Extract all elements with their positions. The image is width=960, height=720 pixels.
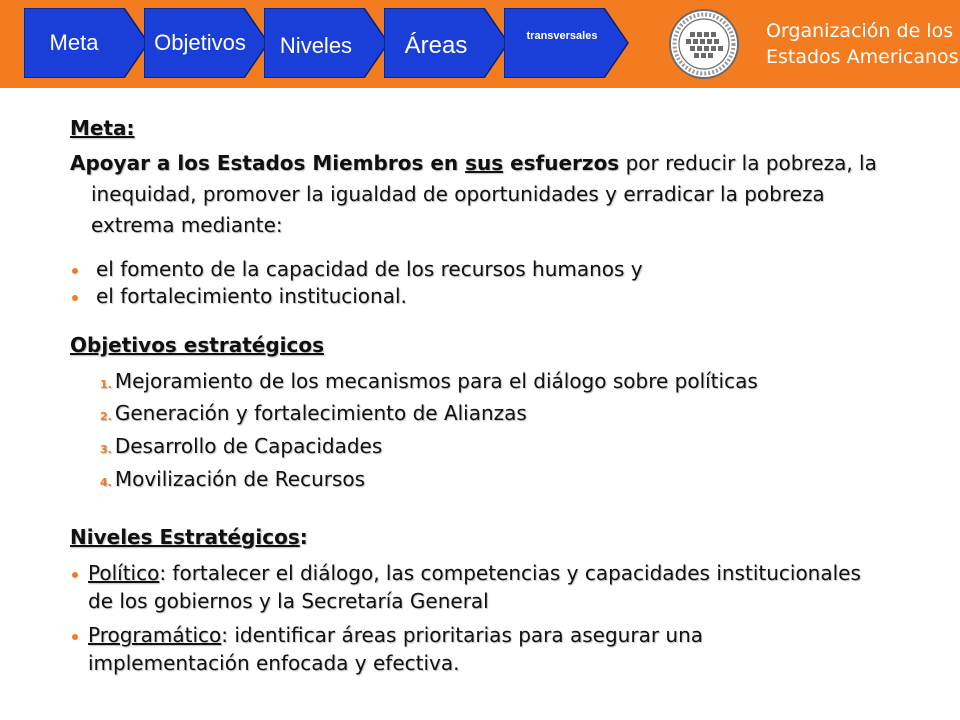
meta-bullet-2: el fortalecimiento institucional.: [96, 284, 407, 308]
bullet-icon: [72, 634, 78, 640]
tab-meta[interactable]: [24, 8, 150, 78]
meta-intro-line3: extrema mediante:: [91, 213, 283, 237]
niveles-heading-colon: :: [299, 525, 308, 549]
header-banner: [0, 0, 960, 88]
meta-intro-bold-2: esfuerzos: [503, 151, 620, 175]
niveles-heading-text: Niveles Estratégicos: [70, 525, 300, 549]
bullet-icon: [72, 268, 78, 274]
nivel-desc: : fortalecer el diálogo, las competencias y capacidades institucionales: [159, 561, 861, 585]
meta-intro-underlined: sus: [465, 151, 504, 175]
nivel-term: Político: [88, 561, 160, 585]
organization-name-line2: Estados Americanos: [766, 46, 959, 68]
meta-intro-line1: [70, 150, 950, 176]
nivel-item-1-line1: [88, 560, 948, 586]
objetivo-item-1: [100, 368, 758, 398]
bullet-icon: [72, 295, 78, 301]
objetivos-heading: Objetivos estratégicos: [70, 333, 324, 357]
nivel-item-2-line2: implementación enfocada y efectiva.: [88, 651, 460, 675]
tab-areas-label: Áreas: [404, 32, 468, 59]
tab-meta-label: Meta: [49, 30, 99, 55]
objetivo-text: Movilización de Recursos: [114, 467, 366, 491]
objetivo-text: Generación y fortalecimiento de Alianzas: [114, 401, 527, 425]
meta-bullet-1: el fomento de la capacidad de los recursos humanos y: [96, 257, 643, 281]
tab-objetivos-label: Objetivos: [154, 30, 246, 55]
objetivo-text: Mejoramiento de los mecanismos para el diálogo sobre políticas: [114, 369, 758, 393]
meta-heading: Meta:: [70, 116, 135, 140]
objetivo-num: 1.: [100, 378, 112, 391]
meta-intro-line1-rest: por reducir la pobreza, la: [619, 151, 877, 175]
nivel-item-1-line2: de los gobiernos y la Secretaría General: [88, 589, 489, 613]
nivel-item-2-line1: [88, 622, 948, 648]
objetivo-num: 4.: [100, 476, 112, 489]
tab-transversales-label: transversales: [526, 30, 598, 42]
tab-areas[interactable]: [384, 8, 510, 78]
oas-seal-icon: [656, 8, 752, 80]
organization-name-line1: Organización de los: [766, 20, 954, 42]
objetivo-num: 2.: [100, 410, 112, 423]
objetivo-text: Desarrollo de Capacidades: [114, 434, 383, 458]
objetivo-num: 3.: [100, 443, 112, 456]
nivel-desc: : identificar áreas prioritarias para asegurar una: [221, 623, 704, 647]
bullet-icon: [72, 572, 78, 578]
niveles-heading: [70, 524, 308, 550]
tab-niveles-label: Niveles: [279, 33, 353, 58]
organization-name: [766, 18, 959, 70]
meta-intro-bold-1: Apoyar a los Estados Miembros en: [70, 151, 466, 175]
tab-objetivos[interactable]: [144, 8, 270, 78]
nivel-term: Programático: [88, 623, 222, 647]
objetivo-item-2: [100, 400, 527, 430]
objetivo-item-4: [100, 466, 365, 496]
tab-transversales[interactable]: [504, 8, 630, 78]
tab-niveles[interactable]: [264, 8, 390, 78]
objetivo-item-3: [100, 433, 382, 463]
meta-intro-line2: inequidad, promover la igualdad de oportunidades y erradicar la pobreza: [91, 182, 825, 206]
